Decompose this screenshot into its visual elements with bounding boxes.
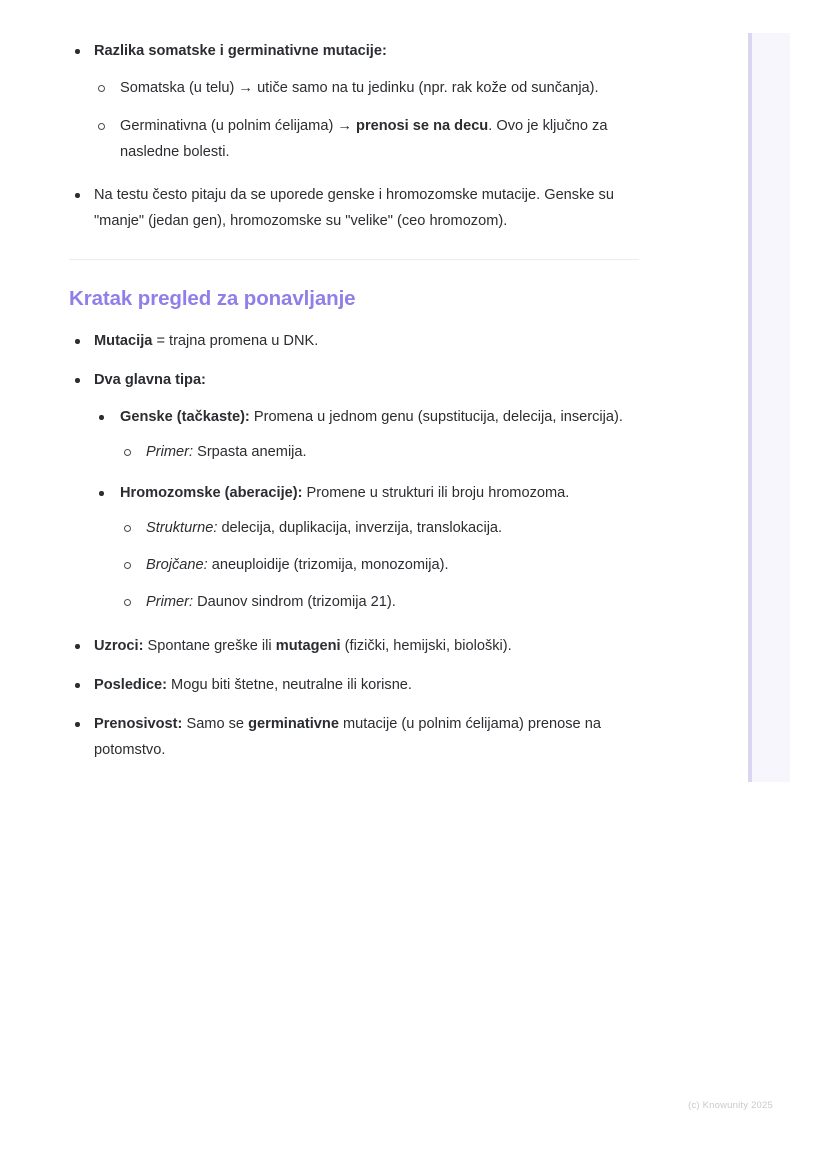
germinativna-text-b: . Ovo je ključno za nasledne bolesti.	[120, 118, 608, 160]
hromozomske-primer-value: Daunov sindrom (trizomija 21).	[193, 594, 396, 610]
hromozomske-description: Promene u strukturi ili broju hromozoma.	[302, 485, 570, 501]
list-item	[120, 589, 639, 615]
brojcane-value: aneuploidije (trizomija, monozomija).	[207, 557, 449, 573]
document-content	[69, 38, 639, 763]
genske-primer-value: Srpasta anemija.	[193, 444, 307, 460]
right-accent-panel	[748, 33, 790, 782]
uzroci-text-b: (fizički, hemijski, biološki).	[340, 638, 512, 654]
list-item	[69, 328, 639, 354]
top-bullet-list	[69, 38, 639, 234]
list-item	[120, 552, 639, 578]
mutacija-definition: = trajna promena u DNK.	[152, 333, 319, 349]
list-item	[69, 672, 639, 698]
arrow-icon: →	[337, 118, 352, 134]
genske-primer-label: Primer:	[146, 444, 194, 460]
prenosivost-text-b: mutacije (u polnim ćelijama) prenose na potomstvo.	[94, 716, 601, 758]
mutacija-term: Mutacija	[94, 333, 153, 349]
list-item	[120, 439, 639, 465]
strukturne-label: Strukturne:	[146, 520, 218, 536]
list-item	[69, 711, 639, 763]
somatska-germinativna-sublist	[94, 75, 639, 165]
posledice-term: Posledice:	[94, 677, 167, 693]
brojcane-label: Brojčane:	[146, 557, 208, 573]
review-bullet-list	[69, 328, 639, 763]
dva-tipa-title: Dva glavna tipa:	[94, 372, 206, 388]
page-title: Kratak pregled za ponavljanje	[69, 287, 356, 310]
strukturne-value: delecija, duplikacija, inverzija, translokacija.	[217, 520, 503, 536]
somatska-germinativna-title: Razlika somatske i germinativne mutacije:	[94, 43, 387, 59]
arrow-icon: →	[238, 80, 254, 96]
uzroci-text-a: Spontane greške ili	[143, 638, 276, 654]
list-item	[94, 113, 639, 165]
germinativna-emphasis: prenosi se na decu	[351, 118, 489, 134]
genske-term: Genske (tačkaste):	[120, 409, 250, 425]
mutageni-emphasis: mutageni	[275, 638, 341, 654]
somatska-text-a: Somatska (u telu)	[120, 80, 239, 96]
section-divider	[69, 259, 639, 260]
genske-primer-list	[120, 439, 639, 465]
germinativne-emphasis: germinativne	[248, 716, 339, 732]
list-item	[69, 367, 639, 615]
prenosivost-term: Prenosivost:	[94, 716, 183, 732]
germinativna-text-a: Germinativna (u polnim ćelijama)	[120, 118, 338, 134]
list-item	[69, 38, 639, 165]
genske-description: Promena u jednom genu (supstitucija, delecija, insercija).	[249, 409, 623, 425]
list-item	[120, 515, 639, 541]
tipovi-sublist	[94, 404, 639, 615]
hromozomske-term: Hromozomske (aberacije):	[120, 485, 303, 501]
somatska-text-b: utiče samo na tu jedinku (npr. rak kože od sunčanja).	[253, 80, 599, 96]
list-item	[94, 480, 639, 615]
hromozomske-sublist	[120, 515, 639, 615]
list-item	[94, 75, 639, 101]
hromozomske-primer-label: Primer:	[146, 594, 194, 610]
test-note-text: Na testu često pitaju da se uporede genske i hromozomske mutacije. Genske su "manje" (jedan gen), hromozomske su "velike" (ceo hromozom).	[94, 187, 614, 229]
list-item	[94, 404, 639, 465]
list-item	[69, 633, 639, 659]
prenosivost-text-a: Samo se	[182, 716, 249, 732]
uzroci-term: Uzroci:	[94, 638, 144, 654]
footer-copyright: (c) Knowunity 2025	[688, 1100, 773, 1111]
list-item	[69, 182, 639, 234]
posledice-text: Mogu biti štetne, neutralne ili korisne.	[167, 677, 412, 693]
